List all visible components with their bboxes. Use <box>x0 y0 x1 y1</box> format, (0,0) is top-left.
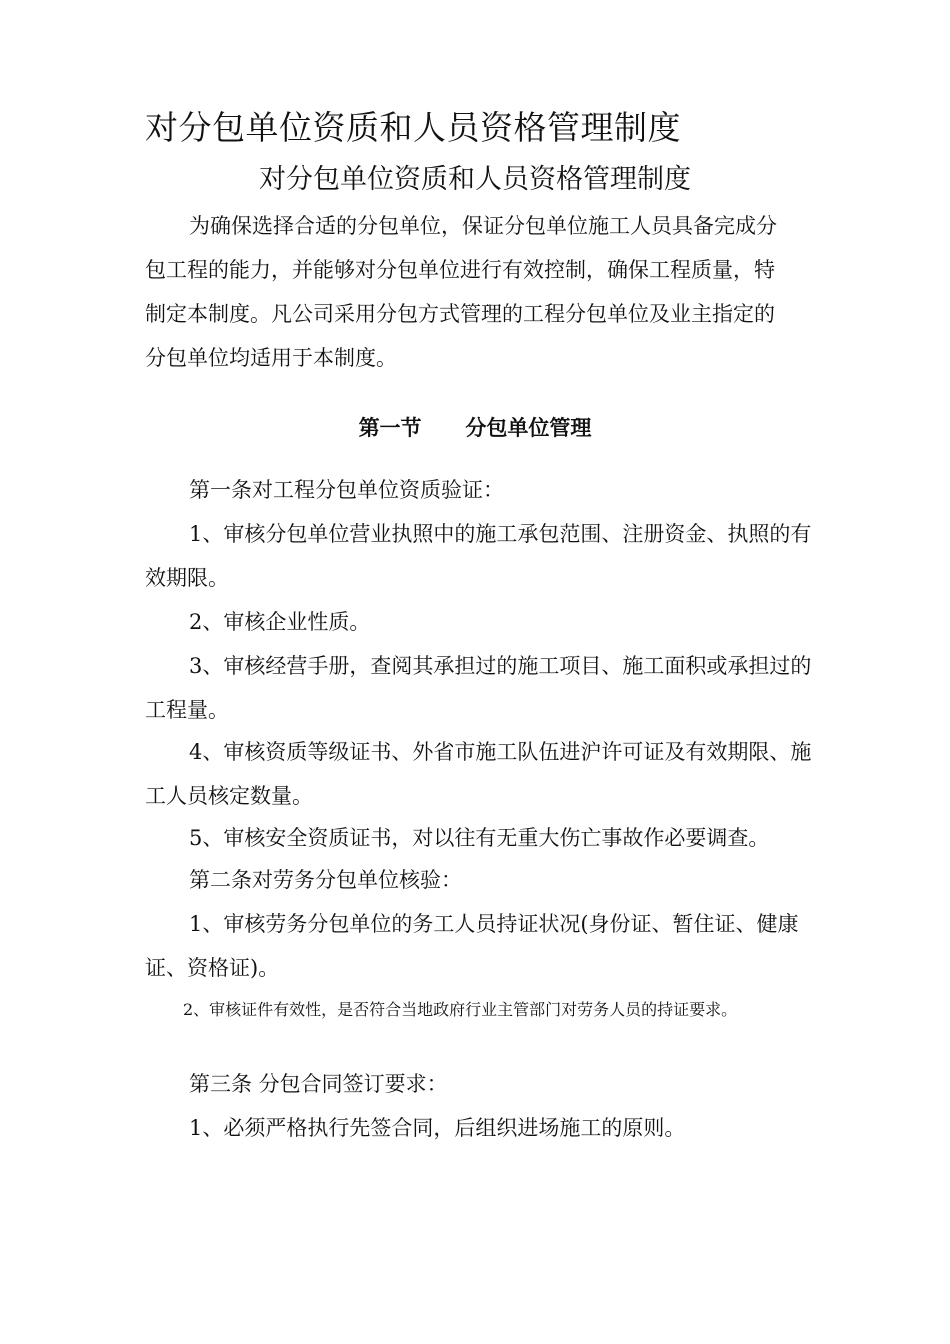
intro-line-3: 制定本制度。凡公司采用分包方式管理的工程分包单位及业主指定的 <box>145 302 775 326</box>
article-3-heading: 第三条 分包合同签订要求： <box>189 1072 448 1096</box>
article-1-item-2: 2、审核企业性质。 <box>189 610 371 634</box>
article-1-item-5: 5、审核安全资质证书，对以往有无重大伤亡事故作必要调查。 <box>189 826 770 850</box>
intro-line-4: 分包单位均适用于本制度。 <box>145 346 397 370</box>
article-2-item-2: 2、审核证件有效性，是否符合当地政府行业主管部门对劳务人员的持证要求。 <box>183 1000 738 1019</box>
intro-line-1: 为确保选择合适的分包单位，保证分包单位施工人员具备完成分 <box>189 214 777 238</box>
section-heading: 第一节 分包单位管理 <box>358 415 592 440</box>
article-1-item-3: 3、审核经营手册，查阅其承担过的施工项目、施工面积或承担过的工程量。 <box>145 654 812 722</box>
article-1-item-4: 4、审核资质等级证书、外省市施工队伍进沪许可证及有效期限、施工人员核定数量。 <box>145 740 812 808</box>
article-2-item-1: 1、审核劳务分包单位的务工人员持证状况(身份证、暂住证、健康证、资格证)。 <box>145 912 799 980</box>
intro-line-2: 包工程的能力，并能够对分包单位进行有效控制，确保工程质量，特 <box>145 258 775 282</box>
document-title: 对分包单位资质和人员资格管理制度 <box>145 108 681 147</box>
article-1-item-1: 1、审核分包单位营业执照中的施工承包范围、注册资金、执照的有效期限。 <box>145 522 812 590</box>
document-subtitle: 对分包单位资质和人员资格管理制度 <box>259 164 691 195</box>
article-1-heading: 第一条对工程分包单位资质验证： <box>189 478 504 502</box>
article-3-item-1: 1、必须严格执行先签合同，后组织进场施工的原则。 <box>189 1116 686 1140</box>
article-2-heading: 第二条对劳务分包单位核验： <box>189 868 462 892</box>
